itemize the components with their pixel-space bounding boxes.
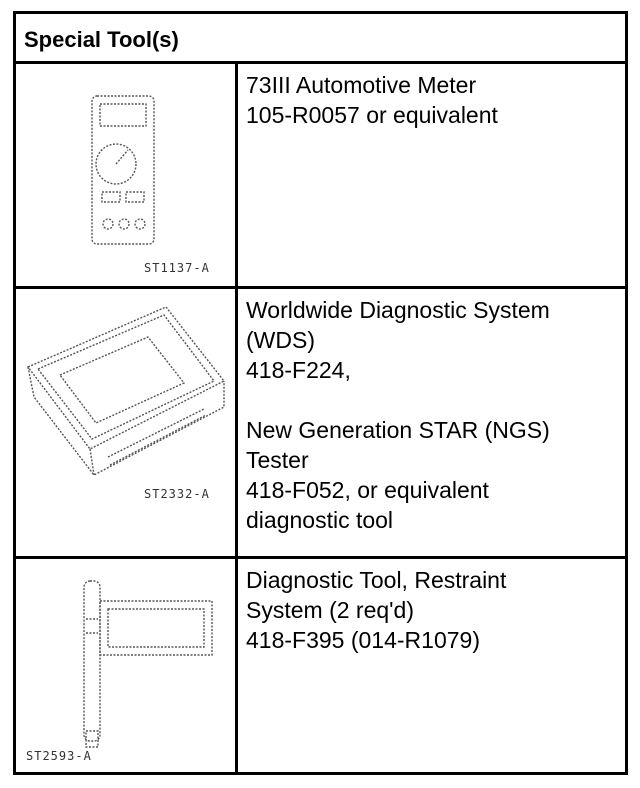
tool-name-cont: Tester (246, 447, 309, 473)
image-code: ST2332-A (144, 487, 210, 501)
tool-number: 418-F395 (014-R1079) (246, 627, 480, 653)
table-title: Special Tool(s) (24, 27, 179, 52)
table-row (16, 289, 625, 559)
tool-qty: System (2 req'd) (246, 597, 414, 623)
tool-name: Diagnostic Tool, Restraint (246, 567, 507, 593)
diagnostic-tester-icon (16, 289, 238, 559)
tool-number: 418-F224, (246, 357, 351, 383)
tool-image-cell (16, 559, 238, 772)
table-row (16, 64, 625, 289)
image-code: ST1137-A (144, 261, 210, 275)
multimeter-icon (16, 64, 238, 289)
tool-description (238, 64, 625, 286)
tool-image-cell (16, 64, 238, 286)
special-tools-table (13, 11, 628, 775)
image-code: ST2593-A (26, 749, 92, 763)
tool-name: 73III Automotive Meter (246, 72, 477, 98)
tool-name: New Generation STAR (NGS) (246, 417, 550, 443)
tool-description (238, 559, 625, 772)
tool-description (238, 289, 625, 556)
tool-number: 105-R0057 or equivalent (246, 102, 498, 128)
restraint-diagnostic-tool-icon (16, 559, 238, 772)
tool-name: Worldwide Diagnostic System (246, 297, 550, 323)
table-row (16, 559, 625, 772)
tool-image-cell (16, 289, 238, 556)
table-header (16, 14, 625, 64)
tool-number: 418-F052, or equivalent (246, 477, 489, 503)
tool-name-abbrev: (WDS) (246, 327, 315, 353)
tool-note: diagnostic tool (246, 507, 394, 533)
